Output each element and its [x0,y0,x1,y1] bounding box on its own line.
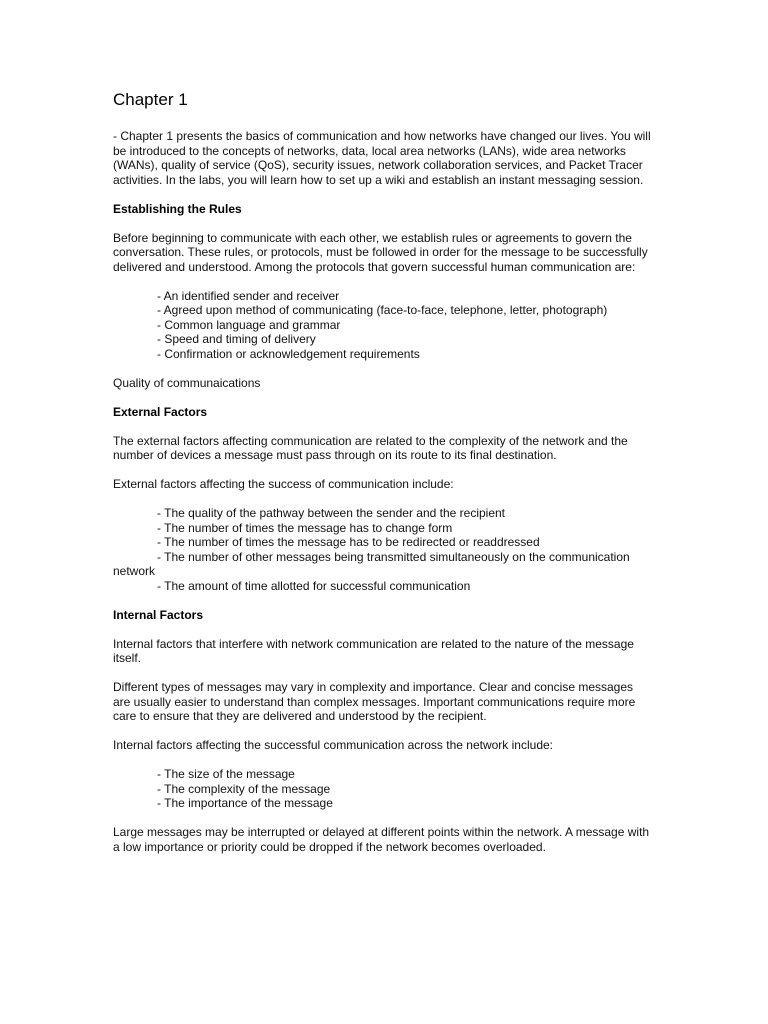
external-factors-list [113,506,653,593]
list-item: - The number of times the message has to be redirected or readdressed [157,535,540,549]
list-item: - The complexity of the message [157,781,331,796]
internal-factors-heading: Internal Factors [113,607,204,622]
list-item: - Confirmation or acknowledgement requirements [157,346,420,361]
intro-paragraph: - Chapter 1 presents the basics of communication and how networks have changed our lives. You will be introduced to the concepts of networks, data, local area networks (LANs), wide area networks (WANs), quality of service (QoS), security issues, network collaboration services, and Packet Tracer activities. In the labs, you will learn how to set up a wiki and establish an instant messaging session. [113,129,651,187]
list-item: - The amount of time allotted for successful communication [157,578,471,593]
internal-paragraph-4: Large messages may be interrupted or delayed at different points within the network. A message with a low importance or priority could be dropped if the network becomes overloaded. [113,825,650,854]
list-item: - Agreed upon method of communicating (face-to-face, telephone, letter, photograph) [157,303,608,317]
document-body [113,90,653,869]
list-item: - The size of the message [157,767,295,781]
internal-paragraph-1: Internal factors that interfere with network communication are related to the nature of the message itself. [113,636,634,665]
external-paragraph-1: The external factors affecting communication are related to the complexity of the network and the number of devices a message must pass through on its route to its final destination. [113,433,628,462]
list-item: - The number of times the message has to change form [157,520,453,535]
list-item: - Common language and grammar [157,317,341,332]
list-item: - Speed and timing of delivery [157,332,316,346]
external-factors-heading: External Factors [113,404,208,419]
rules-paragraph: Before beginning to communicate with each other, we establish rules or agreements to govern the conversation. These rules, or protocols, must be followed in order for the message to be successfully delivered and understood. Among the protocols that govern successful human communication are: [113,230,648,274]
quality-line: Quality of communaications [113,375,261,390]
external-paragraph-2: External factors affecting the success of communication include: [113,477,454,491]
list-item: - An identified sender and receiver [157,288,340,303]
list-item: - The importance of the message [157,796,333,810]
rules-list [113,289,653,362]
list-item: - The quality of the pathway between the sender and the recipient [157,506,506,520]
internal-factors-list [113,767,653,811]
internal-paragraph-2: Different types of messages may vary in complexity and importance. Clear and concise messages are usually easier to understand than complex messages. Important communications require more care to ensure that they are delivered and understood by the recipient. [113,680,636,723]
chapter-title: Chapter 1 [113,90,188,109]
rules-heading: Establishing the Rules [113,201,242,216]
list-item: - The number of other messages being transmitted simultaneously on the communication network [113,549,630,578]
internal-paragraph-3: Internal factors affecting the successful communication across the network include: [113,738,553,752]
